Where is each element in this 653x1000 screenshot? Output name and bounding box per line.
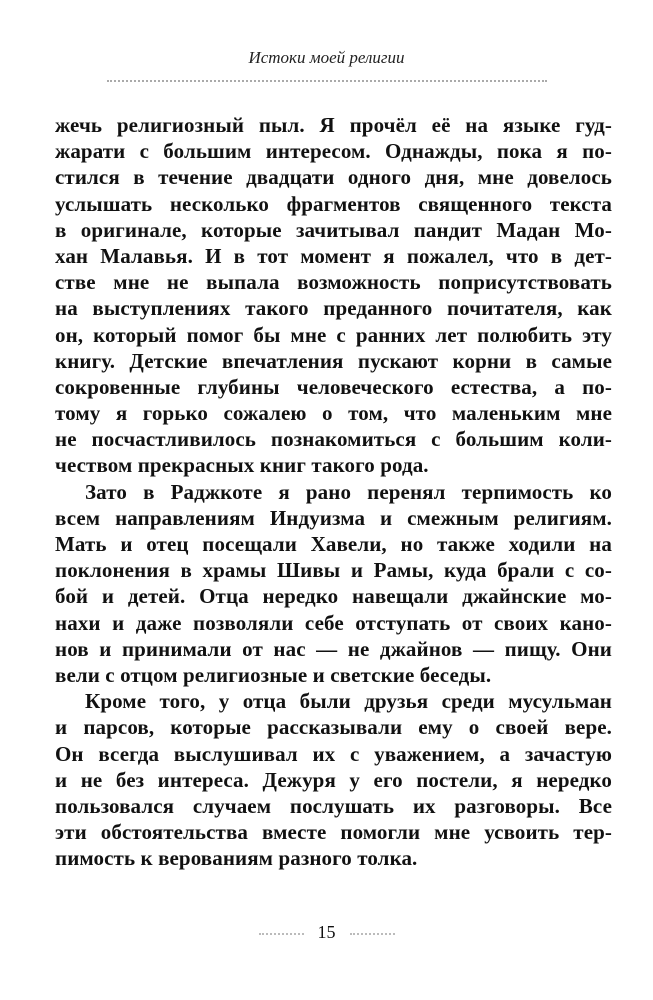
text-line: и не без интереса. Дежуря у его постели, я нередко xyxy=(55,767,612,792)
text-line: на выступлениях такого преданного почитателя, как xyxy=(55,296,612,321)
text-line: пимость к верованиям разного толка. xyxy=(55,846,418,871)
text-line: Мать и отец посещали Хавели, но также ходили на xyxy=(55,532,612,556)
text-line: Он всегда выслушивал их с уважением, а зачастую xyxy=(55,741,612,766)
footer-ornament-right xyxy=(350,933,395,935)
text-line: сокровенные глубины человеческого естества, а по- xyxy=(55,374,612,399)
page-footer xyxy=(0,922,653,943)
text-line: вели с отцом религиозные и светские беседы. xyxy=(55,662,492,687)
text-line: и парсов, которые рассказывали ему о своей вере. xyxy=(55,715,612,740)
text-line: Зато в Раджкоте я рано перенял терпимость ко xyxy=(85,479,612,504)
text-line: нов и принимали от нас — не джайнов — пищу. Они xyxy=(55,636,612,661)
text-line: стился в течение двадцати одного дня, мне довелось xyxy=(55,165,612,190)
text-line: пользовался случаем послушать их разговоры. Все xyxy=(55,793,612,818)
text-line: нахи и даже позволяли себе отступать от своих кано- xyxy=(55,610,612,635)
text-line: чеством прекрасных книг такого рода. xyxy=(55,453,429,478)
header-divider xyxy=(107,80,547,82)
text-line: поклонения в храмы Шивы и Рамы, куда брали с со- xyxy=(55,558,612,583)
page-body xyxy=(55,112,612,871)
text-line: всем направлениям Индуизма и смежным религиям. xyxy=(55,505,612,530)
text-line: бой и детей. Отца нередко навещали джайнские мо- xyxy=(55,584,612,609)
running-header: Истоки моей религии xyxy=(248,48,405,67)
text-line: не посчастливилось познакомиться с большим коли- xyxy=(55,427,612,452)
text-line: Кроме того, у отца были друзья среди мусульман xyxy=(85,689,612,714)
text-line: в оригинале, которые зачитывал пандит Мадан Мо- xyxy=(55,217,612,242)
text-line: услышать несколько фрагментов священного текста xyxy=(55,191,612,216)
text-line: он, который помог бы мне с ранних лет полюбить эту xyxy=(55,322,612,347)
page-number: 15 xyxy=(317,922,336,942)
text-line: тому я горько сожалею о том, что маленьким мне xyxy=(55,401,612,426)
footer-ornament-left xyxy=(259,933,304,935)
text-line: эти обстоятельства вместе помогли мне усвоить тер- xyxy=(55,820,612,845)
text-line: хан Малавья. И в тот момент я пожалел, что в дет- xyxy=(55,243,612,268)
text-line: книгу. Детские впечатления пускают корни в самые xyxy=(55,348,612,373)
text-line: жечь религиозный пыл. Я прочёл её на языке гуд- xyxy=(55,113,612,137)
text-line: стве мне не выпала возможность поприсутствовать xyxy=(55,270,612,295)
text-line: жарати с большим интересом. Однажды, пока я по- xyxy=(55,139,612,164)
